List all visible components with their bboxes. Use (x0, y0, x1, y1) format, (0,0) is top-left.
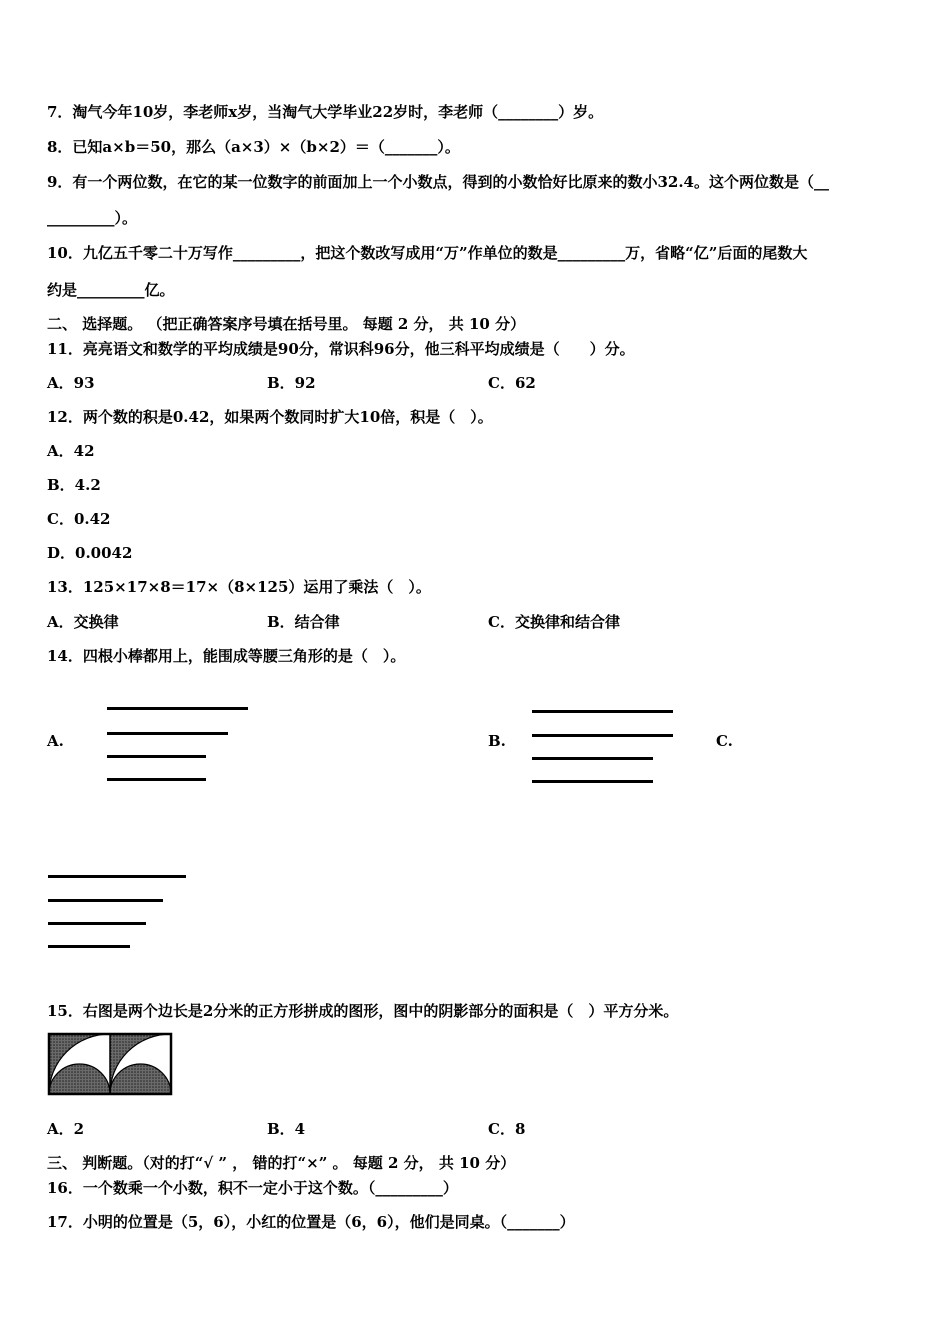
q13-option-a: A．交换律 (47, 613, 119, 631)
q13-option-c: C．交换律和结合律 (488, 613, 620, 631)
question-13: 13．125×17×8＝17×（8×125）运用了乘法（ ）。 (47, 578, 431, 596)
q14-option-b-label: B. (488, 732, 506, 750)
question-7: 7．淘气今年10岁，李老师x岁，当淘气大学毕业22岁时，李老师（________）岁。 (47, 103, 604, 121)
question-17: 17．小明的位置是（5，6），小红的位置是（6，6），他们是同桌。（_______） (47, 1213, 575, 1231)
q12-option-c: C．0.42 (47, 510, 111, 528)
stick (48, 945, 130, 948)
stick (532, 780, 653, 783)
stick (107, 778, 206, 781)
q14-option-a-label: A. (47, 732, 64, 750)
right-square (110, 1034, 171, 1094)
question-12: 12．两个数的积是0.42，如果两个数同时扩大10倍，积是（ ）。 (47, 408, 493, 426)
stick (48, 899, 163, 902)
left-square (49, 1034, 110, 1094)
question-15: 15．右图是两个边长是2分米的正方形拼成的图形，图中的阴影部分的面积是（ ）平方分米。 (47, 1002, 679, 1020)
stick (107, 732, 228, 735)
stick (532, 710, 673, 713)
section-2-heading: 二、 选择题。 （把正确答案序号填在括号里。 每题 2 分， 共 10 分） (47, 315, 526, 333)
stick (532, 757, 653, 760)
question-16: 16．一个数乘一个小数，积不一定小于这个数。（_________） (47, 1179, 458, 1197)
q15-option-c: C．8 (488, 1120, 526, 1138)
question-11: 11．亮亮语文和数学的平均成绩是90分，常识科96分，他三科平均成绩是（ ）分。 (47, 340, 635, 358)
q11-option-c: C．62 (488, 374, 536, 392)
section-3-heading: 三、 判断题。（对的打“√ ” ， 错的打“×” 。 每题 2 分， 共 10 分） (47, 1154, 516, 1172)
question-10-line-2: 约是_________亿。 (47, 281, 175, 299)
q15-option-b: B．4 (267, 1120, 306, 1138)
question-10-line-1: 10．九亿五千零二十万写作_________，把这个数改写成用“万”作单位的数是_________万，省略“亿”后面的尾数大 (47, 244, 808, 262)
stick (532, 734, 673, 737)
q15-option-a: A．2 (47, 1120, 85, 1138)
q11-option-b: B．92 (267, 374, 316, 392)
stick (107, 707, 248, 710)
question-9-line-1: 9．有一个两位数，在它的某一位数字的前面加上一个小数点，得到的小数恰好比原来的数小32.4。这个两位数是（__ (47, 173, 829, 191)
question-9-line-2: _________）。 (47, 209, 138, 227)
q12-option-d: D．0.0042 (47, 544, 133, 562)
question-14: 14．四根小棒都用上，能围成等腰三角形的是（ ）。 (47, 647, 406, 665)
q12-option-b: B．4.2 (47, 476, 101, 494)
q12-option-a: A．42 (47, 442, 95, 460)
q11-option-a: A．93 (47, 374, 95, 392)
question-8: 8．已知a×b＝50，那么（a×3）×（b×2）＝（_______）。 (47, 138, 460, 156)
stick (48, 875, 186, 878)
q13-option-b: B．结合律 (267, 613, 340, 631)
q15-shaded-squares-figure (47, 1032, 174, 1096)
stick (48, 922, 146, 925)
stick (107, 755, 206, 758)
q14-option-c-label: C. (716, 732, 733, 750)
